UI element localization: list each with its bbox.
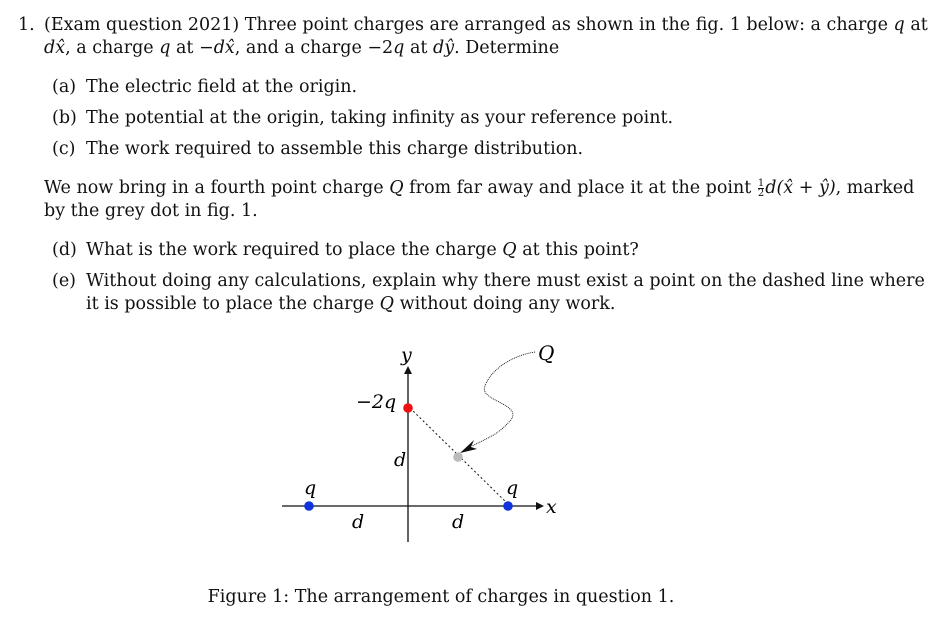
paragraph-point: d(x̂ + ŷ) — [765, 178, 836, 198]
part-d-text-a: What is the work required to place the charge — [86, 240, 497, 260]
label-neg2q: −2q — [356, 391, 397, 413]
charge-arrangement-figure — [270, 336, 590, 551]
intro-text-a: (Exam question 2021) Three point charges are arranged as shown in the fig. 1 below: a charge — [44, 15, 888, 35]
charge-q-left-dot — [304, 501, 314, 511]
question-number: 1. — [18, 15, 35, 35]
intro-comma1: , a charge — [65, 38, 154, 58]
paragraph-line2: by the grey dot in fig. 1. — [44, 201, 258, 221]
part-b-text: The potential at the origin, taking infinity as your reference point. — [86, 108, 674, 128]
figure-caption: Figure 1: The arrangement of charges in question 1. — [207, 587, 675, 607]
intro-q2: q — [159, 38, 171, 58]
part-c-label: (c) — [52, 139, 76, 159]
wavy-arrow-head-icon — [460, 440, 477, 453]
label-d-vertical: d — [394, 449, 407, 471]
grey-dot — [453, 452, 463, 462]
part-e-text-b: without doing any work. — [399, 294, 616, 314]
intro-at3: at — [409, 38, 428, 58]
intro-dx: dx̂ — [44, 38, 66, 58]
frac-denominator: 2 — [757, 188, 765, 199]
paragraph-Q: Q — [389, 178, 404, 198]
part-a-text: The electric field at the origin. — [86, 77, 358, 97]
charge-neg2q-dot — [403, 403, 413, 413]
label-Q: Q — [538, 341, 555, 365]
label-q-left: q — [304, 477, 317, 499]
intro-dy: dŷ — [433, 38, 455, 58]
part-d-text-b: at this point? — [522, 240, 639, 260]
frac-numerator: 1 — [757, 178, 765, 189]
label-d-left: d — [352, 511, 365, 533]
part-e-line1: Without doing any calculations, explain why there must exist a point on the dashed line where — [86, 271, 925, 291]
intro-q1: q — [893, 15, 905, 35]
label-x: x — [546, 496, 557, 518]
part-e-Q: Q — [379, 294, 395, 314]
part-d-text — [86, 239, 639, 262]
charge-q-right-dot — [503, 501, 513, 511]
paragraph-line1 — [44, 177, 914, 200]
paragraph-p2: from far away and place it at the point — [409, 178, 752, 198]
intro-and: , and a charge −2 — [234, 38, 394, 58]
half-fraction — [758, 179, 764, 198]
intro-at: at — [910, 15, 928, 35]
intro-dx2: dx̂ — [213, 38, 235, 58]
paragraph-p1: We now bring in a fourth point charge — [44, 178, 384, 198]
paragraph-p3: , marked — [835, 178, 915, 198]
label-q-right: q — [506, 477, 519, 499]
label-d-right: d — [452, 511, 465, 533]
part-d-Q: Q — [502, 240, 517, 260]
intro-end: . Determine — [454, 38, 560, 58]
part-c-text: The work required to assemble this charge distribution. — [86, 139, 584, 159]
label-y: y — [401, 344, 412, 366]
part-e-text-a: it is possible to place the charge — [86, 294, 375, 314]
intro-at2: at − — [176, 38, 214, 58]
part-a-label: (a) — [52, 77, 77, 97]
part-d-label: (d) — [52, 240, 77, 260]
question-intro-line2 — [44, 37, 559, 60]
part-b-label: (b) — [52, 108, 77, 128]
part-e-label: (e) — [52, 271, 77, 291]
wavy-path — [472, 352, 535, 446]
part-e-line2 — [86, 293, 615, 316]
question-intro-line1 — [44, 14, 928, 37]
intro-q3: q — [393, 38, 405, 58]
